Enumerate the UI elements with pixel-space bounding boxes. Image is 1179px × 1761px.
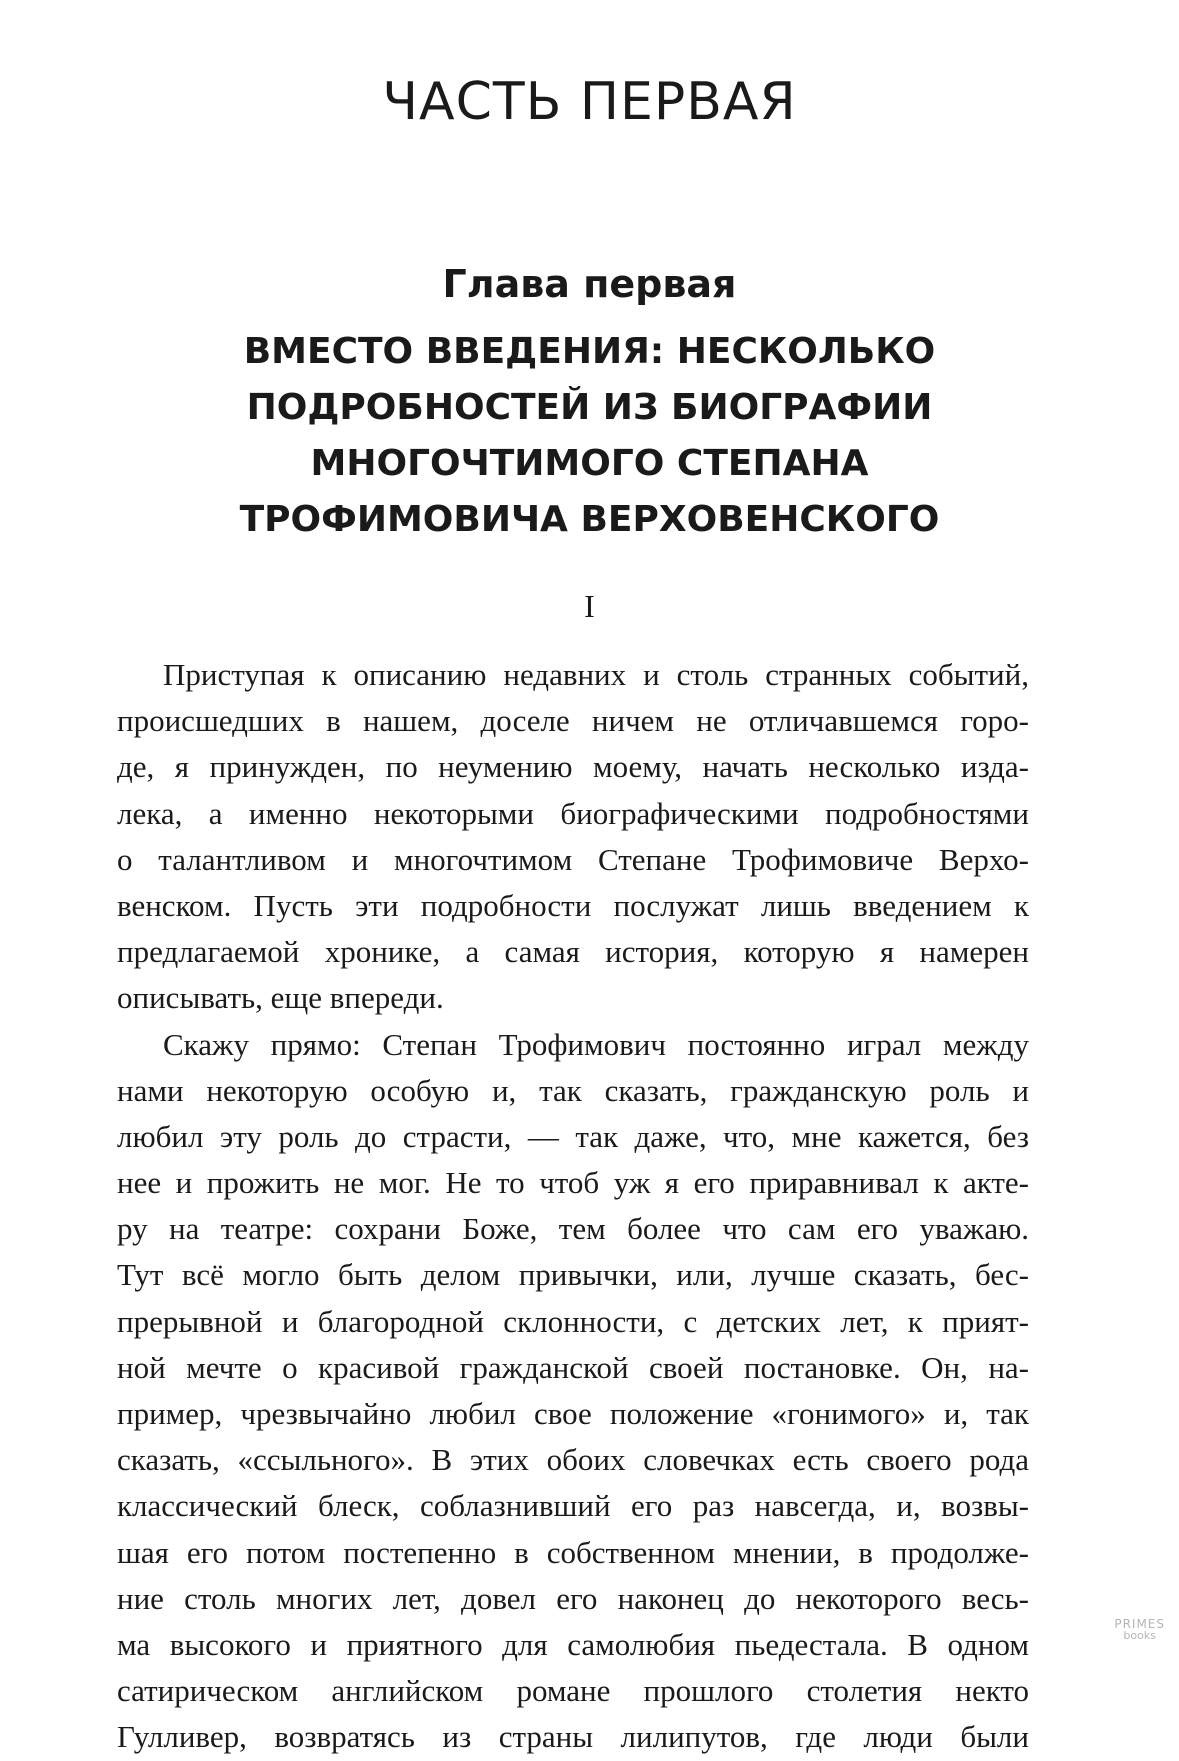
section-number: I <box>584 588 595 624</box>
paragraph <box>117 1022 1029 1761</box>
watermark-line: books <box>1123 1629 1156 1642</box>
text-line: Скажу прямо: Степан Трофимович постоянно играл между <box>163 1026 1029 1062</box>
text-line: происшедших в нашем, доселе ничем не отличавшемся горо- <box>117 703 1029 739</box>
text-line: ние столь многих лет, довел его наконец до некоторого весь- <box>117 1580 1029 1616</box>
text-line: прерывной и благородной склонности, с детских лет, к прият- <box>117 1303 1029 1339</box>
chapter-title-line: МНОГОЧТИМОГО СТЕПАНА <box>310 443 869 484</box>
part-title: ЧАСТЬ ПЕРВАЯ <box>382 72 797 132</box>
text-line: венском. Пусть эти подробности послужат лишь введением к <box>117 887 1029 923</box>
text-line: сказать, «ссыльного». В этих обоих словечках есть своего рода <box>117 1442 1029 1478</box>
text-line: ной мечте о красивой гражданской своей постановке. Он, на- <box>117 1349 1029 1385</box>
text-line: классический блеск, соблазнивший его раз навсегда, и, возвы- <box>117 1488 1029 1524</box>
text-line: о талантливом и многочтимом Степане Трофимовиче Верхо- <box>117 841 1029 877</box>
chapter-title <box>0 324 1179 548</box>
text-line: предлагаемой хронике, а самая история, которую я намерен <box>117 934 1029 970</box>
chapter-title-line: ТРОФИМОВИЧА ВЕРХОВЕНСКОГО <box>239 499 940 540</box>
text-line: Тут всё могло быть делом привычки, или, лучше сказать, бес- <box>117 1257 1029 1293</box>
publisher-watermark <box>1114 1618 1165 1642</box>
text-line: де, я принужден, по неумению моему, начать несколько изда- <box>117 749 1029 785</box>
watermark-line: PRIMES <box>1114 1617 1165 1631</box>
text-line: описывать, еще впереди. <box>117 980 444 1016</box>
body-text <box>117 652 1029 1761</box>
text-line: нее и прожить не мог. Не то чтоб уж я его приравнивал к акте- <box>117 1165 1029 1201</box>
chapter-title-line: ПОДРОБНОСТЕЙ ИЗ БИОГРАФИИ <box>246 387 933 428</box>
text-line: лека, а именно некоторыми биографическими подробностями <box>117 795 1029 831</box>
text-line: шая его потом постепенно в собственном мнении, в продолже- <box>117 1534 1029 1570</box>
chapter-title-line: ВМЕСТО ВВЕДЕНИЯ: НЕСКОЛЬКО <box>243 331 936 372</box>
text-line: Приступая к описанию недавних и столь странных событий, <box>163 657 1029 692</box>
chapter-label: Глава первая <box>442 262 737 306</box>
text-line: ма высокого и приятного для самолюбия пьедестала. В одном <box>117 1626 1029 1662</box>
text-line: сатирическом английском романе прошлого столетия некто <box>117 1673 1029 1709</box>
text-line: любил эту роль до страсти, — так даже, что, мне кажется, без <box>117 1118 1029 1154</box>
text-line: ру на театре: сохрани Боже, тем более что сам его уважаю. <box>117 1211 1029 1247</box>
text-line: Гулливер, возвратясь из страны лилипутов, где люди были <box>117 1719 1029 1755</box>
paragraph <box>117 652 1029 1022</box>
text-line: пример, чрезвычайно любил свое положение «гонимого» и, так <box>117 1396 1029 1431</box>
text-line: нами некоторую особую и, так сказать, гражданскую роль и <box>117 1072 1029 1108</box>
